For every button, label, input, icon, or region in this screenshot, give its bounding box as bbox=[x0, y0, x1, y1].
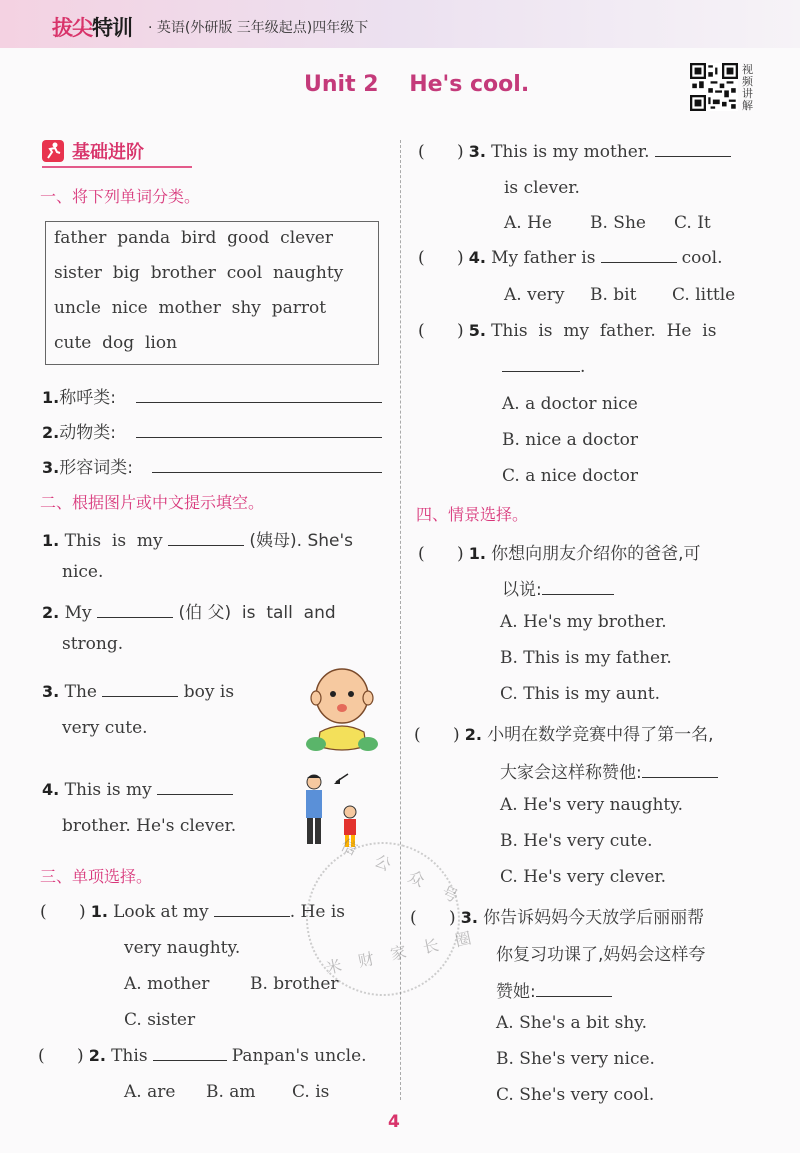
question-text: nice. bbox=[62, 562, 104, 582]
option-c[interactable]: C. This is my aunt. bbox=[500, 684, 661, 704]
word-row: cute dog lion bbox=[54, 333, 178, 353]
question-4-2: ( ) 2. 小明在数学竞赛中得了第一名, bbox=[414, 725, 714, 745]
question-3-1: ( ) 1. Look at my . He is bbox=[40, 902, 346, 922]
question-3-4: ( ) 4. My father is cool. bbox=[418, 248, 723, 268]
question-text: very cute. bbox=[62, 718, 148, 738]
question-4-1: ( ) 1. 你想向朋友介绍你的爸爸,可 bbox=[418, 544, 701, 564]
option-a[interactable]: A. She's a bit shy. bbox=[496, 1013, 648, 1033]
option-a[interactable]: A. He bbox=[504, 213, 552, 233]
option-c[interactable]: C. little bbox=[672, 285, 736, 305]
question-text: 赞她: bbox=[496, 977, 612, 1002]
word-row: sister big brother cool naughty bbox=[54, 263, 344, 283]
option-b[interactable]: B. She bbox=[590, 213, 646, 233]
answer-paren[interactable]: ( ) bbox=[418, 142, 464, 162]
question-text: 你复习功课了,妈妈会这样夸 bbox=[496, 945, 706, 965]
watermark-text: 米 财 家 长 圈 bbox=[323, 927, 479, 978]
answer-blank[interactable] bbox=[153, 1046, 227, 1061]
answer-blank[interactable] bbox=[642, 763, 718, 778]
option-c[interactable]: C. a nice doctor bbox=[502, 466, 638, 486]
option-a[interactable]: A. a doctor nice bbox=[502, 394, 638, 414]
qr-code-icon[interactable] bbox=[690, 63, 738, 111]
answer-line[interactable] bbox=[152, 472, 382, 473]
section-underline bbox=[42, 166, 192, 168]
answer-line[interactable] bbox=[136, 437, 382, 438]
answer-blank[interactable] bbox=[502, 357, 580, 372]
question-text: 以说: bbox=[502, 575, 614, 600]
question-text: 大家会这样称赞他: bbox=[500, 758, 718, 783]
option-c[interactable]: C. is bbox=[292, 1082, 330, 1102]
section-4-title: 四、情景选择。 bbox=[416, 505, 529, 524]
answer-paren[interactable]: ( ) bbox=[418, 321, 464, 341]
answer-blank[interactable] bbox=[601, 248, 677, 263]
answer-blank[interactable] bbox=[214, 902, 290, 917]
answer-paren[interactable]: ( ) bbox=[38, 1046, 84, 1066]
question-text: very naughty. bbox=[124, 938, 241, 958]
question-text: strong. bbox=[62, 634, 124, 654]
question-3-2: ( ) 2. This Panpan's uncle. bbox=[38, 1046, 367, 1066]
answer-blank[interactable] bbox=[97, 603, 173, 618]
question-2-3: 3. The boy is bbox=[42, 682, 235, 702]
word-row: father panda bird good clever bbox=[54, 228, 333, 248]
answer-paren[interactable]: ( ) bbox=[40, 902, 86, 922]
option-b[interactable]: B. He's very cute. bbox=[500, 831, 653, 851]
category-item: 3.形容词类: bbox=[42, 458, 133, 478]
question-2-4: 4. This is my bbox=[42, 780, 233, 800]
question-text: . bbox=[502, 357, 585, 377]
option-b[interactable]: B. She's very nice. bbox=[496, 1049, 655, 1069]
answer-blank[interactable] bbox=[542, 580, 614, 595]
option-b[interactable]: B. brother bbox=[250, 974, 339, 994]
option-b[interactable]: B. bit bbox=[590, 285, 637, 305]
answer-blank[interactable] bbox=[655, 142, 731, 157]
watermark-text: 信 公 众 号 bbox=[337, 835, 469, 910]
word-row: uncle nice mother shy parrot bbox=[54, 298, 327, 318]
baby-illustration bbox=[302, 662, 382, 754]
section-1-title: 一、将下列单词分类。 bbox=[40, 187, 201, 206]
brand-logo: 拔尖特训 bbox=[52, 16, 132, 40]
option-a[interactable]: A. are bbox=[124, 1082, 176, 1102]
question-2-1: 1. This is my (姨母). She's bbox=[42, 531, 354, 551]
question-3-3: ( ) 3. This is my mother. bbox=[418, 142, 731, 162]
option-c[interactable]: C. She's very cool. bbox=[496, 1085, 655, 1105]
option-b[interactable]: B. nice a doctor bbox=[502, 430, 639, 450]
option-b[interactable]: B. am bbox=[206, 1082, 256, 1102]
answer-line[interactable] bbox=[136, 402, 382, 403]
answer-blank[interactable] bbox=[168, 531, 244, 546]
answer-paren[interactable]: ( ) bbox=[410, 908, 456, 928]
option-a[interactable]: A. very bbox=[504, 285, 565, 305]
section-title-basic: 基础进阶 bbox=[72, 142, 144, 163]
answer-paren[interactable]: ( ) bbox=[418, 544, 464, 564]
answer-paren[interactable]: ( ) bbox=[418, 248, 464, 268]
category-item: 1.称呼类: bbox=[42, 388, 116, 408]
brothers-illustration bbox=[298, 770, 378, 850]
runner-icon bbox=[42, 140, 64, 162]
qr-label: 视频讲解 bbox=[742, 63, 753, 112]
page-number: 4 bbox=[388, 1112, 400, 1132]
section-3-title: 三、单项选择。 bbox=[40, 867, 153, 886]
answer-paren[interactable]: ( ) bbox=[414, 725, 460, 745]
question-4-3: ( ) 3. 你告诉妈妈今天放学后丽丽帮 bbox=[410, 908, 705, 928]
option-c[interactable]: C. sister bbox=[124, 1010, 196, 1030]
option-c[interactable]: C. It bbox=[674, 213, 711, 233]
option-a[interactable]: A. He's my brother. bbox=[500, 612, 667, 632]
book-subtitle: · 英语(外研版 三年级起点)四年级下 bbox=[148, 20, 369, 36]
question-2-2: 2. My (伯 父) is tall and bbox=[42, 603, 336, 623]
question-text: is clever. bbox=[504, 178, 580, 198]
question-3-5: ( ) 5. This is my father. He is bbox=[418, 321, 717, 341]
answer-blank[interactable] bbox=[536, 982, 612, 997]
category-item: 2.动物类: bbox=[42, 423, 116, 443]
option-c[interactable]: C. He's very clever. bbox=[500, 867, 667, 887]
option-a[interactable]: A. He's very naughty. bbox=[500, 795, 684, 815]
question-text: brother. He's clever. bbox=[62, 816, 237, 836]
option-b[interactable]: B. This is my father. bbox=[500, 648, 672, 668]
section-2-title: 二、根据图片或中文提示填空。 bbox=[40, 493, 265, 512]
answer-blank[interactable] bbox=[157, 780, 233, 795]
option-a[interactable]: A. mother bbox=[124, 974, 210, 994]
unit-title: Unit 2 He's cool. bbox=[304, 72, 530, 97]
answer-blank[interactable] bbox=[102, 682, 178, 697]
